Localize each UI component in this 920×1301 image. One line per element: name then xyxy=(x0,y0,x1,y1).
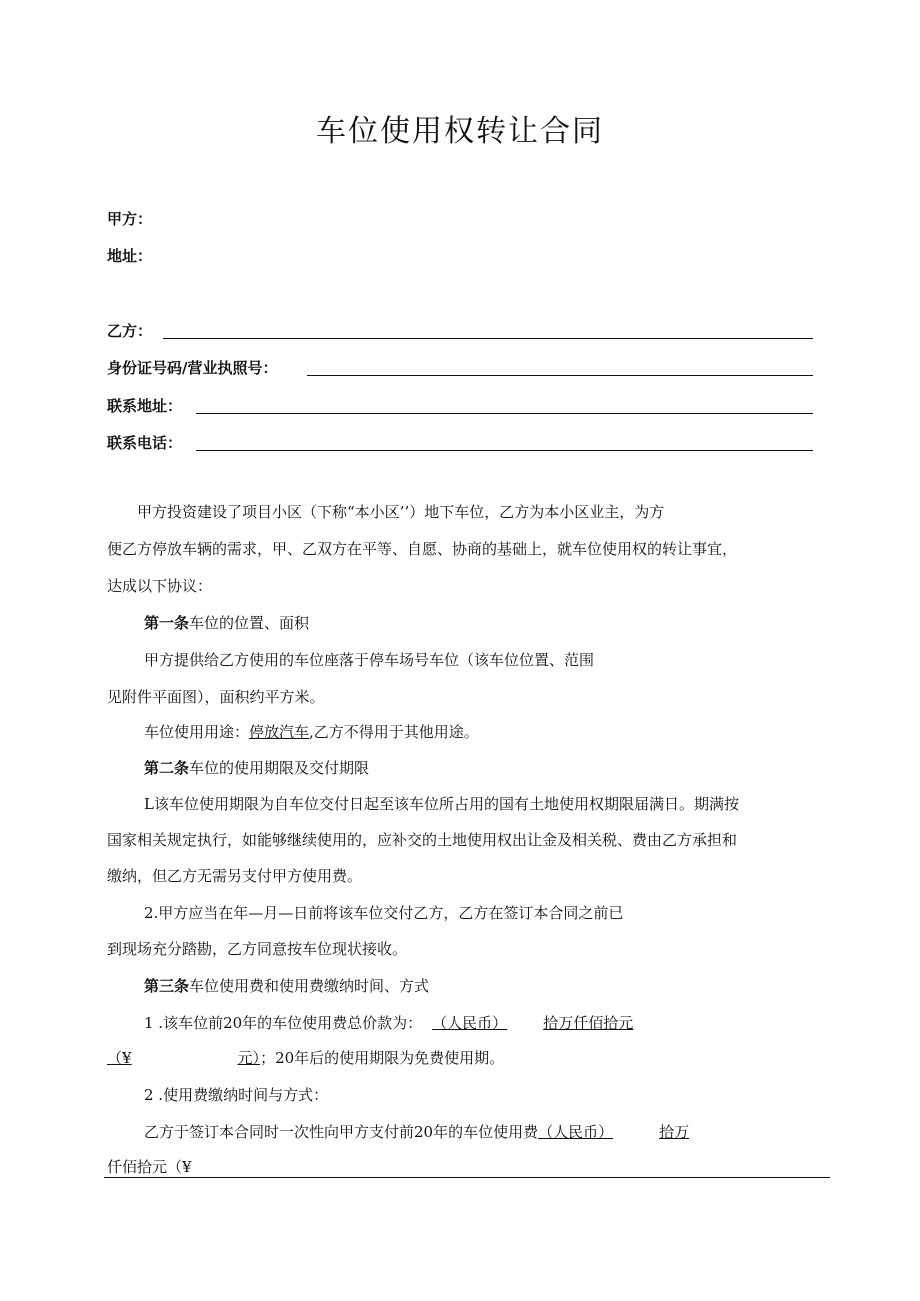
payment-line-2: 仟佰拾元（¥ xyxy=(107,1158,192,1176)
article-2-item-1-line-2: 国家相关规定执行，如能够继续使用的，应补交的土地使用权出让金及相关税、费由乙方承担和 xyxy=(107,831,738,849)
fee-prefix: 1 .该车位前20年的车位使用费总价款为： xyxy=(144,1014,423,1032)
use-value: 停放汽车 xyxy=(249,723,310,741)
party-b-label: 乙方： xyxy=(107,322,153,340)
fee-suffix: ；20年后的使用期限为免费使用期。 xyxy=(260,1049,505,1067)
article-1-use xyxy=(144,721,479,742)
article-3-item-2: 2 .使用费缴纳时间与方式： xyxy=(144,1086,329,1104)
intro-line-2: 便乙方停放车辆的需求，甲、乙双方在平等、自愿、协商的基础上，就车位使用权的转让事宜， xyxy=(107,540,738,558)
contact-address-fill-line[interactable] xyxy=(196,413,813,414)
party-a-address-label: 地址： xyxy=(107,247,153,265)
id-number-label: 身份证号码/营业执照号： xyxy=(107,359,278,377)
article-3-heading xyxy=(144,975,429,996)
article-2-item-1-line-3: 缴纳，但乙方无需另支付甲方使用费。 xyxy=(107,867,363,885)
payment-line-1 xyxy=(144,1121,689,1142)
article-2-heading xyxy=(144,757,369,778)
contact-address-label: 联系地址： xyxy=(107,397,183,415)
article-3-heading-text: 车位使用费和使用费缴纳时间、方式 xyxy=(189,977,430,995)
use-suffix: ,乙方不得用于其他用途。 xyxy=(309,723,479,741)
article-2-item-1-line-1: L该车位使用期限为自车位交付日起至该车位所占用的国有土地使用权期限届满日。期满按 xyxy=(144,795,739,813)
fee-yen-close: 元） xyxy=(237,1049,261,1067)
fee-yen-field[interactable] xyxy=(107,1049,260,1067)
contact-phone-label: 联系电话： xyxy=(107,434,183,452)
use-prefix: 车位使用用途： xyxy=(144,723,250,741)
page-title: 车位使用权转让合同 xyxy=(316,114,604,149)
fee-amount: 拾万仟佰拾元 xyxy=(543,1014,634,1032)
fee-yen-open: （¥ xyxy=(107,1049,132,1067)
intro-line-1: 甲方投资建设了项目小区（下称“本小区’’）地下车位，乙方为本小区业主，为方 xyxy=(137,503,665,521)
payment-prefix: 乙方于签订本合同时一次性向甲方支付前20年的车位使用费 xyxy=(144,1123,539,1141)
payment-amount-field[interactable] xyxy=(538,1123,689,1141)
article-1-line-1: 甲方提供给乙方使用的车位座落于停车场号车位（该车位位置、范围 xyxy=(144,651,595,669)
page-bottom-rule xyxy=(104,1177,830,1178)
article-1-heading xyxy=(144,612,309,633)
fee-amount-field[interactable] xyxy=(422,1014,633,1032)
article-3-item-1-line-1 xyxy=(144,1012,633,1033)
article-2-item-2-line-2: 到现场充分踏勘，乙方同意按车位现状接收。 xyxy=(107,940,408,958)
article-1-number: 第一条 xyxy=(144,614,190,632)
article-2-heading-text: 车位的使用期限及交付期限 xyxy=(189,759,370,777)
article-2-number: 第二条 xyxy=(144,759,190,777)
article-2-item-2-line-1: 2.甲方应当在年—月—日前将该车位交付乙方，乙方在签订本合同之前已 xyxy=(144,904,624,922)
article-3-number: 第三条 xyxy=(144,977,190,995)
party-a-label: 甲方： xyxy=(107,210,153,228)
fee-currency: （人民币） xyxy=(432,1014,508,1032)
article-1-line-2: 见附件平面图），面积约平方米。 xyxy=(107,688,325,706)
article-1-heading-text: 车位的位置、面积 xyxy=(189,614,310,632)
contact-phone-fill-line[interactable] xyxy=(196,450,813,451)
payment-amount: 拾万 xyxy=(659,1123,690,1141)
article-3-item-1-line-2 xyxy=(107,1047,504,1068)
party-b-fill-line[interactable] xyxy=(163,338,813,339)
intro-line-3: 达成以下协议： xyxy=(107,577,213,595)
payment-currency: （人民币） xyxy=(538,1123,614,1141)
id-number-fill-line[interactable] xyxy=(307,375,813,376)
